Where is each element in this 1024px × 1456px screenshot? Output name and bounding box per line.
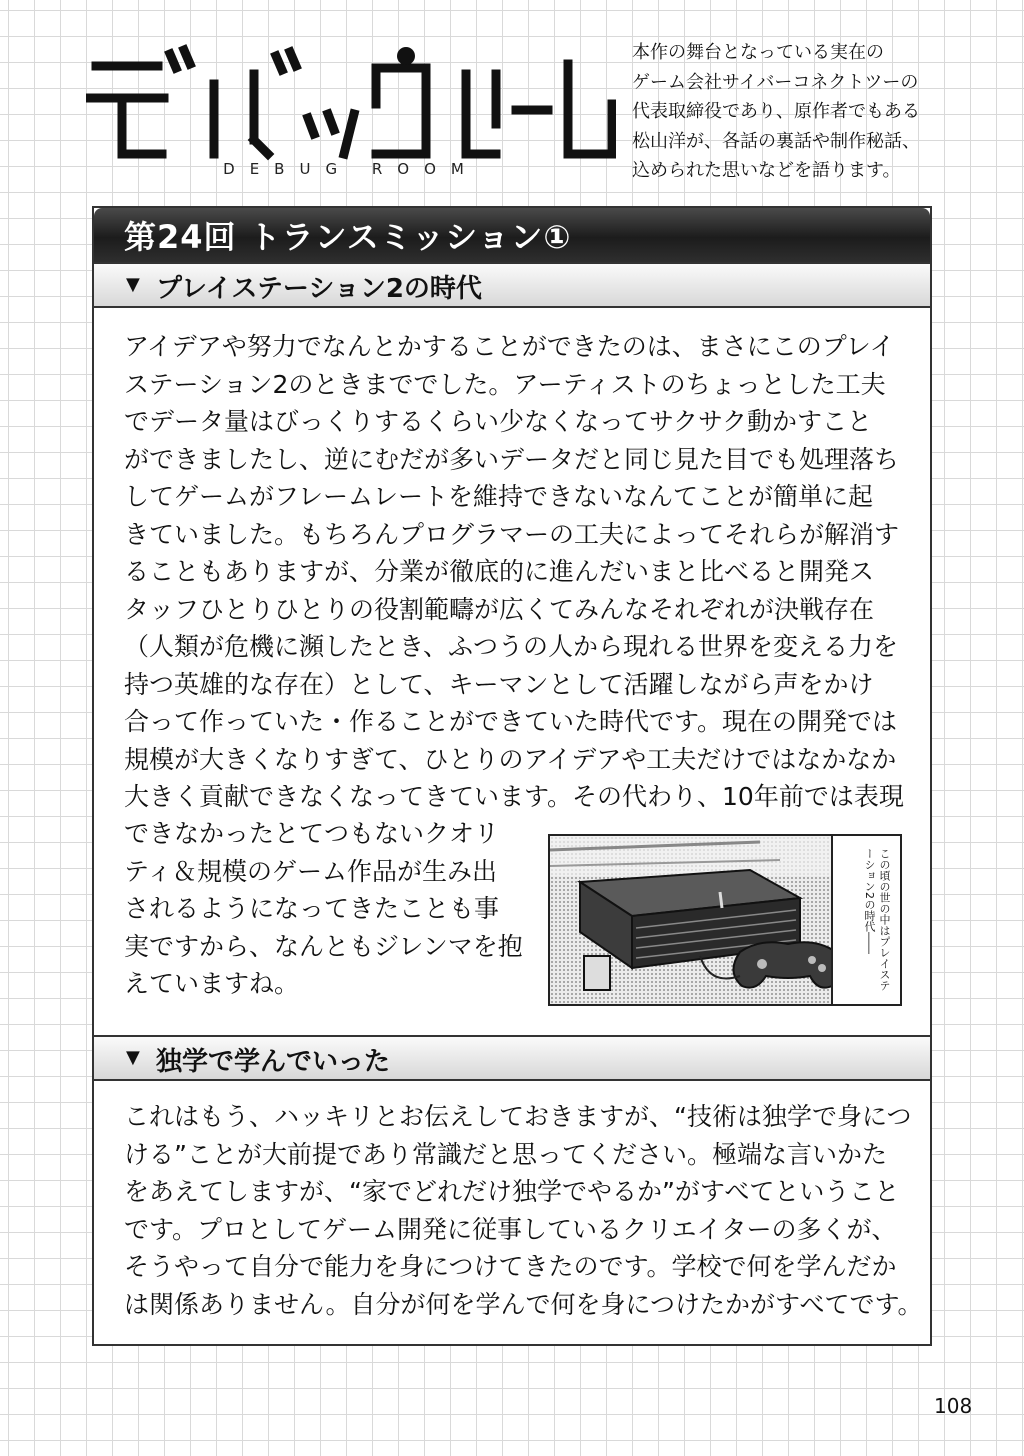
section-title: プレイステーション2の時代 <box>156 274 482 304</box>
text-line: です。プロとしてゲーム開発に従事しているクリエイターの多くが、 <box>124 1214 897 1244</box>
chapter-title: 第24回 トランスミッション① <box>124 218 572 256</box>
text-line: 持つ英雄的な存在）として、キーマンとして活躍しながら声をかけ <box>124 669 874 699</box>
text-line: （人類が危機に瀕したとき、ふつうの人から現れる世界を変える力を <box>124 632 899 661</box>
text-line: ステーション2のときまででした。アーティストのちょっとした工夫 <box>124 369 886 399</box>
section1-wrap-text <box>124 815 544 1003</box>
text-line: してゲームがフレームレートを維持できないなんてことが簡単に起 <box>124 482 874 511</box>
chapter-header <box>94 208 930 262</box>
intro-line: 代表取締役であり、原作者でもある <box>632 101 920 122</box>
text-line: 合って作っていた・作ることができていた時代です。現在の開発では <box>124 707 898 736</box>
section-header-self-study <box>94 1035 930 1081</box>
intro-line: 込められた思いなどを語ります。 <box>632 160 901 181</box>
text-line: きていました。もちろんプログラマーの工夫によってそれらが解消す <box>124 519 900 549</box>
text-line: アイデアや努力でなんとかすることができたのは、まさにこのプレイ <box>124 332 895 361</box>
text-line: そうやって自分で能力を身につけてきたのです。学校で何を学んだか <box>124 1252 897 1281</box>
intro-line: ゲーム会社サイバーコネクトツーの <box>632 71 919 93</box>
intro-text <box>632 38 952 186</box>
section2-body <box>124 1098 923 1323</box>
intro-line: 本作の舞台となっている実在の <box>632 42 884 63</box>
text-line: されるようになってきたことも事 <box>124 894 500 923</box>
text-line: これはもう、ハッキリとお伝えしておきますが、“技術は独学で身につ <box>124 1102 912 1131</box>
logo-subtitle: DEBUG ROOM <box>223 160 479 178</box>
illustration-caption: この頃の世の中はプレイステーション2の時代―― <box>863 848 891 991</box>
triangle-down-icon: ▼ <box>126 274 140 295</box>
text-line: ける”ことが大前提であり常識だと思ってください。極端な言いかた <box>124 1139 887 1169</box>
section-header-ps2 <box>94 262 930 308</box>
text-line: ティ＆規模のゲーム作品が生み出 <box>124 856 498 886</box>
intro-line: 松山洋が、各話の裏話や制作秘話、 <box>632 130 920 152</box>
text-line: 大きく貢献できなくなってきています。その代わり、10年前では表現 <box>124 782 904 811</box>
text-line: できなかったとてつもないクオリ <box>124 819 500 848</box>
text-line: タッフひとりひとりの役割範疇が広くてみんなそれぞれが決戦存在 <box>124 594 875 624</box>
section-title: 独学で学んでいった <box>156 1047 391 1077</box>
text-line: は関係ありません。自分が何を学んで何を身につけたかがすべてです。 <box>124 1289 923 1319</box>
triangle-down-icon: ▼ <box>126 1047 140 1068</box>
ps2-illustration <box>548 834 902 1006</box>
text-line: ができましたし、逆にむだが多いデータだと同じ見た目でも処理落ち <box>124 444 900 474</box>
text-line: 規模が大きくなりすぎて、ひとりのアイデアや工夫だけではなかなか <box>124 744 897 774</box>
text-line: 実ですから、なんともジレンマを抱 <box>124 931 523 961</box>
text-line: ることもありますが、分業が徹底的に進んだいまと比べると開発ス <box>124 557 875 586</box>
section1-body <box>124 328 914 816</box>
page-number: 108 <box>934 1394 973 1418</box>
text-line: をあえてしますが、“家でどれだけ独学でやるか”がすべてということ <box>124 1177 900 1206</box>
text-line: でデータ量はびっくりするくらい少なくなってサクサク動かすこと <box>124 407 873 436</box>
text-line: えていますね。 <box>124 969 300 998</box>
article-panel <box>92 206 932 1346</box>
